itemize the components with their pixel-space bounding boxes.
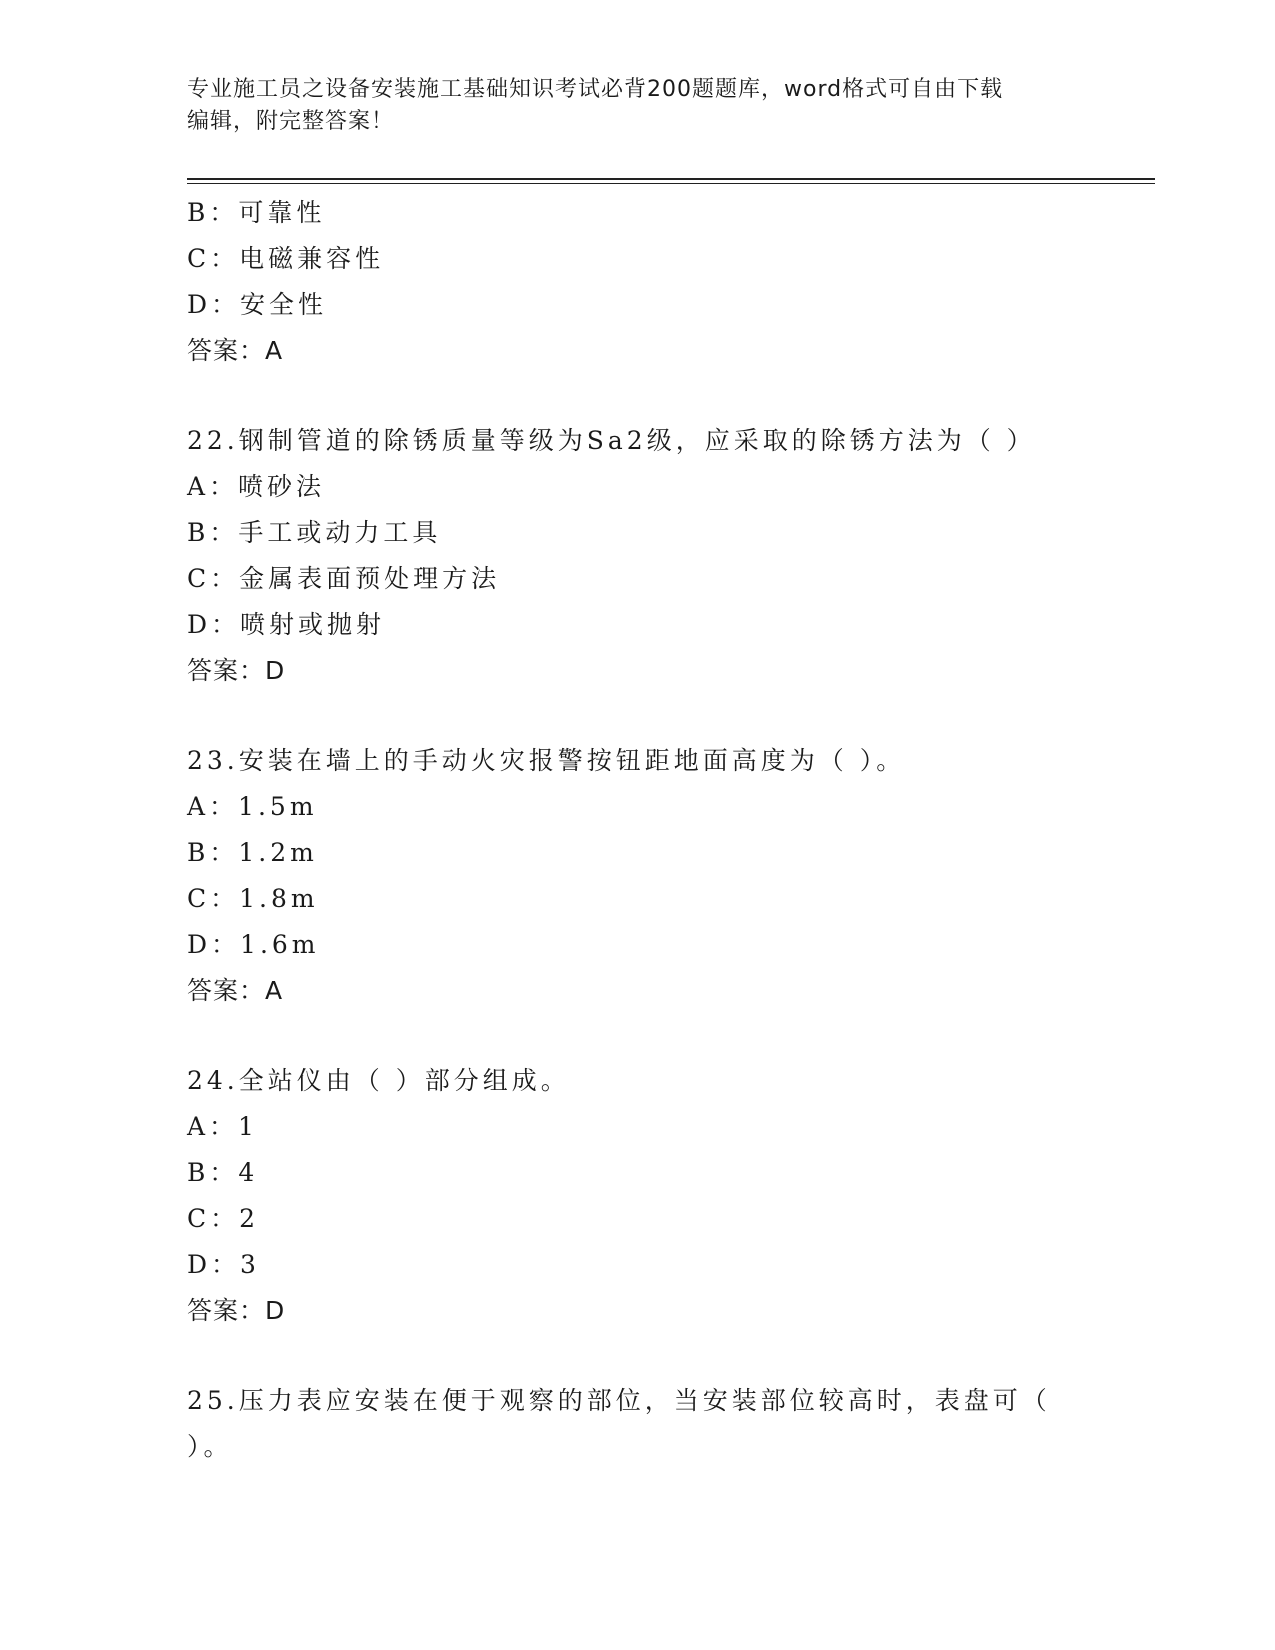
question-block-25 [187,1378,1147,1470]
option-a: A：喷砂法 [187,472,326,501]
option-a: A：1.5m [187,792,318,821]
option-b: B：手工或动力工具 [187,518,442,547]
answer-line: 答案：D [187,656,286,685]
option-a: A：1 [187,1112,258,1141]
question-text-line-2: ）。 [187,1432,233,1461]
question-text: 23.安装在墙上的手动火灾报警按钮距地面高度为（ ）。 [187,746,906,775]
answer-line: 答案：D [187,1296,286,1325]
option-c: C：1.8m [187,884,319,913]
document-header [187,74,1067,138]
question-block-23 [187,738,1147,1014]
option-c: C：电磁兼容性 [187,244,385,273]
question-block-21 [187,190,1147,374]
header-divider-thick [187,178,1155,180]
option-d: D：安全性 [187,290,328,319]
question-text: 24.全站仪由（ ）部分组成。 [187,1066,570,1095]
option-c: C：金属表面预处理方法 [187,564,501,593]
option-c: C：2 [187,1204,260,1233]
option-d: D：喷射或抛射 [187,610,386,639]
option-b: B：可靠性 [187,198,326,227]
question-list [187,190,1147,1470]
answer-line: 答案：A [187,336,284,365]
answer-line: 答案：A [187,976,284,1005]
option-d: D：3 [187,1250,260,1279]
question-text: 22.钢制管道的除锈质量等级为Sa2级，应采取的除锈方法为（ ） [187,426,1036,455]
question-text-line-1: 25.压力表应安装在便于观察的部位，当安装部位较高时，表盘可（ [187,1386,1051,1415]
header-line-1: 专业施工员之设备安装施工基础知识考试必背200题题库，word格式可自由下载 [187,77,1004,102]
header-divider-thin [187,183,1155,184]
header-line-2: 编辑，附完整答案！ [187,109,395,134]
option-b: B：1.2m [187,838,318,867]
option-d: D：1.6m [187,930,320,959]
option-b: B：4 [187,1158,259,1187]
question-block-22 [187,418,1147,694]
question-block-24 [187,1058,1147,1334]
